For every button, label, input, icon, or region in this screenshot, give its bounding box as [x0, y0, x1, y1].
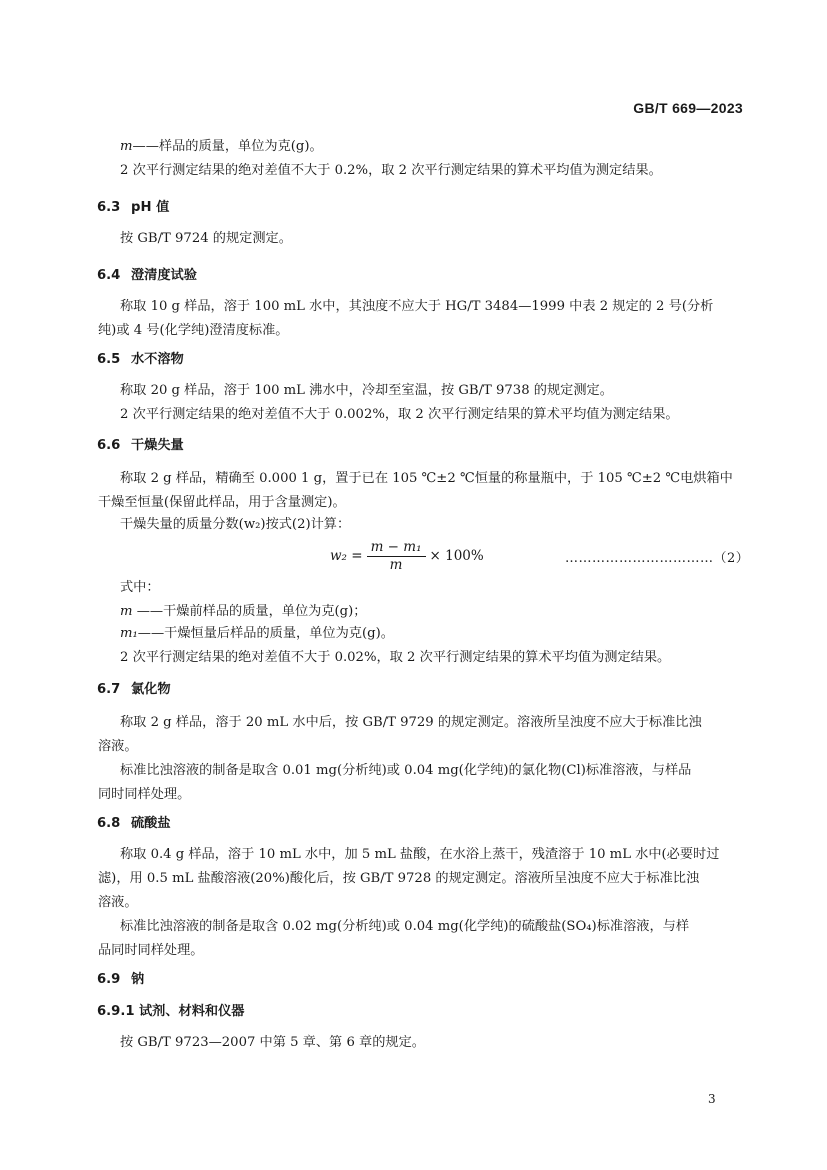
definition-text: ——干燥恒量后样品的质量，单位为克(g)。: [137, 626, 394, 641]
paragraph-line: 品同时同样处理。: [98, 943, 204, 958]
formula-rhs: × 100%: [429, 548, 484, 564]
variable-m: m: [120, 604, 133, 619]
paragraph-line: 溶液。: [98, 739, 138, 754]
paragraph: 称取 20 g 样品，溶于 100 mL 沸水中，冷却至室温，按 GB/T 9738 的规定测定。: [120, 383, 613, 398]
section-number: 6.3: [97, 200, 121, 215]
section-heading-6-9-1: [97, 1000, 245, 1019]
paragraph: 2 次平行测定结果的绝对差值不大于 0.02%，取 2 次平行测定结果的算术平均值为测定结果。: [120, 650, 671, 665]
standard-code: GB/T 669—2023: [633, 100, 743, 116]
section-title: 硫酸盐: [131, 816, 171, 831]
page-number: 3: [708, 1092, 716, 1106]
section-title: 水不溶物: [131, 352, 184, 367]
paragraph-line: 称取 0.4 g 样品，溶于 10 mL 水中，加 5 mL 盐酸，在水浴上蒸干，残渣溶于 10 mL 水中(必要时过: [120, 847, 720, 862]
paragraph-line: 溶液。: [98, 895, 138, 910]
paragraph-line: 称取 2 g 样品，溶于 20 mL 水中后，按 GB/T 9729 的规定测定。溶液所呈浊度不应大于标准比浊: [120, 715, 702, 730]
section-number: 6.5: [97, 352, 121, 367]
paragraph-line: 标准比浊溶液的制备是取含 0.02 mg(分析纯)或 0.04 mg(化学纯)的硫酸盐(SO₄)标准溶液，与样: [120, 919, 690, 934]
section-title: 氯化物: [131, 682, 171, 697]
formula-lhs: w₂ =: [330, 548, 363, 564]
formula-reference: ……………………………（2）: [565, 551, 750, 566]
section-number: 6.9: [97, 972, 121, 987]
section-title: 干燥失量: [131, 438, 184, 453]
section-heading-6-8: [97, 812, 171, 831]
variable-m1: m₁: [120, 626, 138, 641]
paragraph-line: 称取 2 g 样品，精确至 0.000 1 g，置于已在 105 ℃±2 ℃恒量的称量瓶中，于 105 ℃±2 ℃电烘箱中: [120, 471, 733, 486]
formula-fraction: [367, 539, 426, 574]
paragraph: 2 次平行测定结果的绝对差值不大于 0.2%，取 2 次平行测定结果的算术平均值为测定结果。: [120, 163, 662, 178]
definition-text: ——样品的质量，单位为克(g)。: [132, 139, 323, 154]
section-number: 6.9.1: [97, 1004, 135, 1019]
paragraph: 干燥失量的质量分数(w₂)按式(2)计算：: [120, 517, 351, 532]
paragraph-line: 纯)或 4 号(化学纯)澄清度标准。: [98, 323, 289, 338]
section-number: 6.6: [97, 438, 121, 453]
paragraph-line: 标准比浊溶液的制备是取含 0.01 mg(分析纯)或 0.04 mg(化学纯)的氯化物(Cl)标准溶液，与样品: [120, 763, 692, 778]
paragraph: 按 GB/T 9723—2007 中第 5 章、第 6 章的规定。: [120, 1035, 425, 1050]
paragraph-line: 干燥至恒量(保留此样品，用于含量测定)。: [98, 495, 346, 510]
where-label: 式中：: [120, 580, 160, 595]
paragraph: 按 GB/T 9724 的规定测定。: [120, 231, 292, 246]
formula-numerator: m − m₁: [367, 539, 426, 557]
section-heading-6-7: [97, 678, 171, 697]
section-heading-6-4: [97, 264, 197, 283]
section-title: 钠: [131, 972, 145, 987]
section-heading-6-5: [97, 348, 184, 367]
section-heading-6-6: [97, 434, 184, 453]
definition-m1: [120, 621, 740, 647]
section-title: pH 值: [131, 200, 170, 215]
section-title: 试剂、材料和仪器: [139, 1004, 245, 1019]
variable-m: m: [120, 139, 133, 154]
section-number: 6.4: [97, 268, 121, 283]
paragraph-line: 称取 10 g 样品，溶于 100 mL 水中，其浊度不应大于 HG/T 3484—1999 中表 2 规定的 2 号(分析: [120, 299, 714, 314]
section-title: 澄清度试验: [131, 268, 197, 283]
section-heading-6-9: [97, 968, 144, 987]
paragraph: 2 次平行测定结果的绝对差值不大于 0.002%，取 2 次平行测定结果的算术平均值为测定结果。: [120, 407, 679, 422]
formula-denominator: m: [389, 556, 403, 573]
formula-2: [330, 538, 484, 574]
section-number: 6.8: [97, 816, 121, 831]
section-heading-6-3: [97, 196, 169, 215]
paragraph-line: 同时同样处理。: [98, 787, 191, 802]
definition-m: [120, 134, 740, 160]
paragraph-line: 滤)，用 0.5 mL 盐酸溶液(20%)酸化后，按 GB/T 9728 的规定测定。溶液所呈浊度不应大于标准比浊: [98, 871, 700, 886]
section-number: 6.7: [97, 682, 121, 697]
definition-text: ——干燥前样品的质量，单位为克(g)；: [132, 604, 367, 619]
